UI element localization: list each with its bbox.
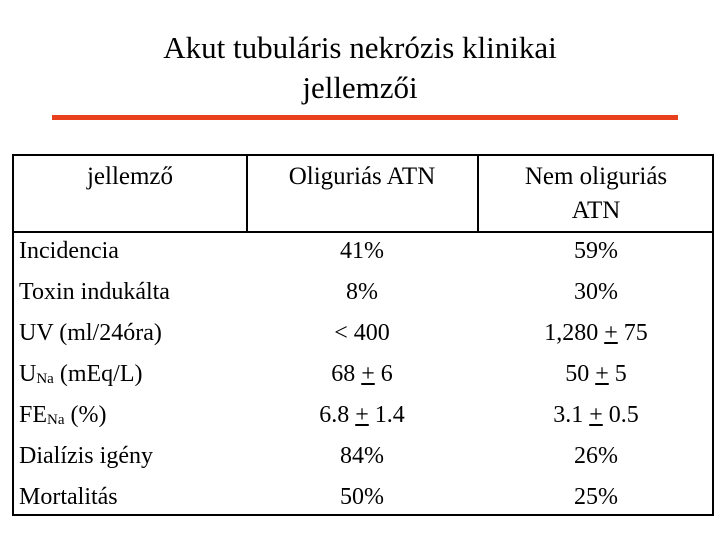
row-nonoligo-incidence: 59% bbox=[574, 238, 618, 264]
row-label-fena: $FE_{Na}$ (%) bbox=[19, 402, 107, 428]
row-label-mortality: Mortalitás bbox=[19, 484, 118, 510]
row-nonoligo-fena: 3.1 + 0.5 bbox=[553, 402, 639, 428]
page-title bbox=[0, 28, 720, 108]
header-characteristic: jellemző bbox=[86, 163, 174, 190]
title-underline bbox=[52, 115, 678, 120]
row-oligo-urine-volume: < 400 bbox=[334, 320, 390, 346]
row-oligo-mortality: 50% bbox=[340, 484, 384, 510]
row-label-toxin: Toxin indukálta bbox=[19, 279, 170, 305]
header-nonoliguric-line-2: ATN bbox=[571, 197, 621, 224]
row-nonoligo-mortality: 25% bbox=[574, 484, 618, 510]
title-line-2: jellemzői bbox=[302, 70, 418, 105]
header-divider-2 bbox=[477, 156, 479, 231]
row-nonoligo-toxin: 30% bbox=[574, 279, 618, 305]
title-line-1: Akut tubuláris nekrózis klinikai bbox=[163, 30, 557, 65]
row-label-urine-sodium: $U_{Na}$ (mEq/L) bbox=[19, 361, 143, 387]
row-nonoligo-dialysis: 26% bbox=[574, 443, 618, 469]
header-oliguric: Oliguriás ATN bbox=[288, 163, 436, 190]
row-oligo-toxin: 8% bbox=[346, 279, 378, 305]
row-label-dialysis: Dialízis igény bbox=[19, 443, 153, 469]
row-oligo-fena: 6.8 + 1.4 bbox=[319, 402, 405, 428]
header-bottom-line bbox=[14, 231, 712, 233]
atn-table bbox=[12, 154, 714, 516]
row-label-incidence: Incidencia bbox=[19, 238, 119, 264]
header-divider-1 bbox=[246, 156, 248, 231]
row-oligo-urine-sodium: 68 + 6 bbox=[331, 361, 393, 387]
header-nonoliguric-line-1: Nem oliguriás bbox=[524, 163, 668, 190]
row-oligo-dialysis: 84% bbox=[340, 443, 384, 469]
header-nonoliguric bbox=[480, 160, 712, 228]
row-oligo-incidence: 41% bbox=[340, 238, 384, 264]
row-nonoligo-urine-sodium: 50 + 5 bbox=[565, 361, 627, 387]
row-label-urine-volume: UV (ml/24óra) bbox=[19, 320, 162, 346]
row-nonoligo-urine-volume: 1,280 + 75 bbox=[544, 320, 648, 346]
